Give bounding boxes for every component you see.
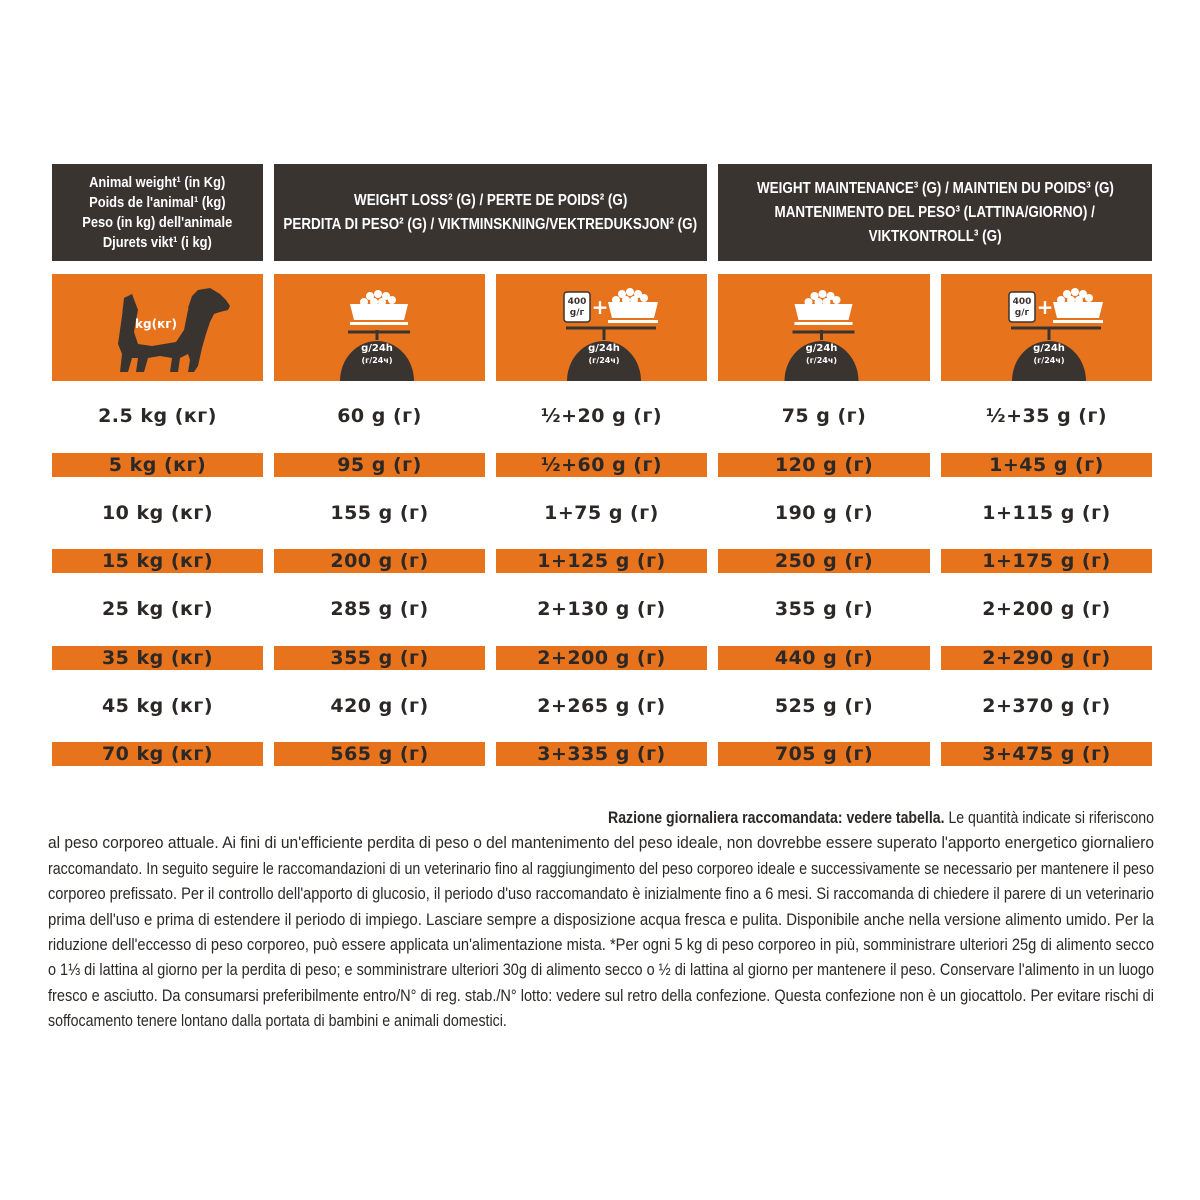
table-cell-loss-dry: 565 g (г) (330, 743, 429, 765)
table-cell-weight: 2.5 kg (кг) (98, 405, 217, 427)
dog-label: kg(кг) (135, 317, 177, 331)
scale-label-top: g/24h (805, 343, 838, 354)
instructions-line: fresco e asciutto. Da consumarsi preferibilmente entro/N° di reg. stab./N° lotto: vedere sul retro della confezione. Questa confezione non è un giocattolo. Per evitare rischi di (48, 986, 1154, 1005)
instructions-lead: Razione giornaliera raccomandata: vedere tabella. (608, 809, 945, 827)
can-scale-icon-cell-maintenance (941, 274, 1152, 381)
header-weight-line: Djurets vikt¹ (i kg) (103, 233, 212, 251)
table-cell-loss-dry: 285 g (г) (330, 598, 429, 620)
table-cell-loss-mixed: ½+60 g (г) (540, 454, 663, 476)
instructions-line: riduzione dell'eccesso di peso corporeo, può essere applicata un'alimentazione mista. *Per ogni 5 kg di peso corporeo in più, somministrare ulteriori 25g di alimento secco (48, 936, 1154, 955)
table-cell-loss-dry: 155 g (г) (330, 502, 429, 524)
header-weight-maintenance (718, 164, 1152, 261)
instructions-line: o 1⅓ di lattina al giorno per la perdita di peso; e somministrare ulteriori 30g di alimento secco o ½ di lattina al giorno per mantenere il peso. Conservare l'alimento in un luogo (48, 961, 1154, 980)
instructions-line: raccomandato. In seguito seguire le raccomandazioni di un veterinario fino al raggiungimento del peso corporeo ideale e successivamente se necessario per mantenere il peso (48, 859, 1154, 878)
table-cell-maint-dry: 250 g (г) (774, 550, 874, 572)
dry-food-scale-icon (274, 274, 485, 381)
table-cell-weight: 15 kg (кг) (101, 550, 214, 572)
table-cell-loss-dry: 95 g (г) (337, 454, 422, 476)
table-cell-maint-dry: 440 g (г) (774, 647, 874, 669)
table-cell-loss-dry: 200 g (г) (330, 550, 429, 572)
table-cell-maint-mixed: 2+370 g (г) (982, 695, 1111, 717)
header-maint-line: VIKTKONTROLL³ (G) (868, 227, 1002, 245)
table-cell-maint-mixed: 1+115 g (г) (982, 502, 1111, 524)
header-weight-loss (274, 164, 707, 261)
can-label-bottom: g/г (569, 308, 585, 318)
table-cell-maint-mixed: ½+35 g (г) (985, 405, 1108, 427)
table-cell-maint-mixed: 1+45 g (г) (989, 454, 1104, 476)
header-loss-line: PERDITA DI PESO² (G) / VIKTMINSKNING/VEKTREDUKSJON² (G) (283, 215, 698, 233)
table-cell-loss-mixed: 2+200 g (г) (537, 647, 666, 669)
table-cell-maint-dry: 190 g (г) (774, 502, 874, 524)
table-cell-weight: 45 kg (кг) (101, 695, 214, 717)
table-cell-maint-dry: 525 g (г) (774, 695, 874, 717)
table-cell-loss-mixed: 2+265 g (г) (537, 695, 666, 717)
feeding-instructions (48, 806, 1154, 1035)
can-label-bottom: g/г (1014, 308, 1030, 318)
scale-label-bottom: (г/24ч) (1033, 356, 1065, 365)
header-weight-line: Peso (in kg) dell'animale (82, 213, 233, 231)
dog-icon-cell (52, 274, 263, 381)
instructions-line: corporeo prefissato. Per il controllo dell'apporto di glucosio, il periodo d'uso raccomandato è inizialmente fino a 6 mesi. Si raccomanda di chiedere il parere di un veterinario (48, 885, 1154, 904)
scale-label-top: g/24h (361, 343, 393, 354)
instructions-line: prima dell'uso e prima di estendere il periodo di impiego. Lasciare sempre a disposizione acqua fresca e pulita. Disponibile anche nella versione alimento umido. Per la (48, 910, 1154, 929)
scale-label-bottom: (г/24ч) (361, 356, 393, 365)
scale-label-top: g/24h (1033, 343, 1065, 354)
header-loss-line: WEIGHT LOSS² (G) / PERTE DE POIDS² (G) (353, 191, 628, 209)
can-plus-dry-food-scale-icon (941, 274, 1152, 381)
table-cell-loss-dry: 420 g (г) (330, 695, 429, 717)
table-cell-loss-mixed: 1+75 g (г) (544, 502, 659, 524)
scale-label-bottom: (г/24ч) (805, 356, 838, 365)
table-cell-maint-mixed: 3+475 g (г) (982, 743, 1111, 765)
table-cell-maint-dry: 705 g (г) (774, 743, 874, 765)
instructions-line-text: Le quantità indicate si riferiscono (944, 809, 1154, 827)
table-cell-loss-mixed: ½+20 g (г) (540, 405, 663, 427)
table-cell-loss-mixed: 3+335 g (г) (537, 743, 666, 765)
table-cell-maint-mixed: 2+200 g (г) (982, 598, 1111, 620)
table-cell-weight: 10 kg (кг) (101, 502, 214, 524)
header-weight-line: Animal weight¹ (in Kg) (89, 173, 226, 191)
scale-label-top: g/24h (588, 343, 620, 354)
scale-icon-cell-maintenance (718, 274, 930, 381)
header-weight (52, 164, 263, 261)
table-cell-weight: 25 kg (кг) (101, 598, 214, 620)
can-label-top: 400 (1012, 297, 1032, 307)
table-cell-weight: 35 kg (кг) (101, 647, 214, 669)
can-label-top: 400 (567, 297, 587, 307)
table-cell-maint-mixed: 1+175 g (г) (982, 550, 1111, 572)
header-maint-line: WEIGHT MAINTENANCE³ (G) / MAINTIEN DU POIDS³ (G) (756, 179, 1114, 197)
scale-label-bottom: (г/24ч) (588, 356, 620, 365)
dog-silhouette-icon (52, 274, 263, 381)
instructions-line (208, 806, 1154, 831)
table-cell-maint-dry: 120 g (г) (774, 454, 874, 476)
table-cell-loss-dry: 60 g (г) (337, 405, 422, 427)
table-cell-maint-mixed: 2+290 g (г) (982, 647, 1111, 669)
dry-food-scale-icon (718, 274, 930, 381)
instructions-line: al peso corporeo attuale. Ai fini di un'efficiente perdita di peso o del mantenimento del peso ideale, non dovrebbe essere superato l'apporto energetico giornaliero (48, 834, 1154, 853)
header-maint-line: MANTENIMENTO DEL PESO³ (LATTINA/GIORNO) / (774, 203, 1096, 221)
table-cell-loss-mixed: 2+130 g (г) (537, 598, 666, 620)
table-cell-maint-dry: 75 g (г) (781, 405, 867, 427)
table-cell-loss-mixed: 1+125 g (г) (537, 550, 666, 572)
table-cell-maint-dry: 355 g (г) (774, 598, 874, 620)
table-cell-weight: 70 kg (кг) (101, 743, 214, 765)
table-cell-loss-dry: 355 g (г) (330, 647, 429, 669)
header-weight-line: Poids de l'animal¹ (kg) (89, 193, 226, 211)
table-cell-weight: 5 kg (кг) (108, 454, 207, 476)
plus-sign: + (1036, 295, 1054, 319)
instructions-line: soffocamento tenere lontano dalla portata di bambini e animali domestici. (48, 1012, 507, 1031)
can-scale-icon-cell-loss (496, 274, 707, 381)
scale-icon-cell-loss (274, 274, 485, 381)
plus-sign: + (591, 295, 609, 319)
can-plus-dry-food-scale-icon (496, 274, 707, 381)
